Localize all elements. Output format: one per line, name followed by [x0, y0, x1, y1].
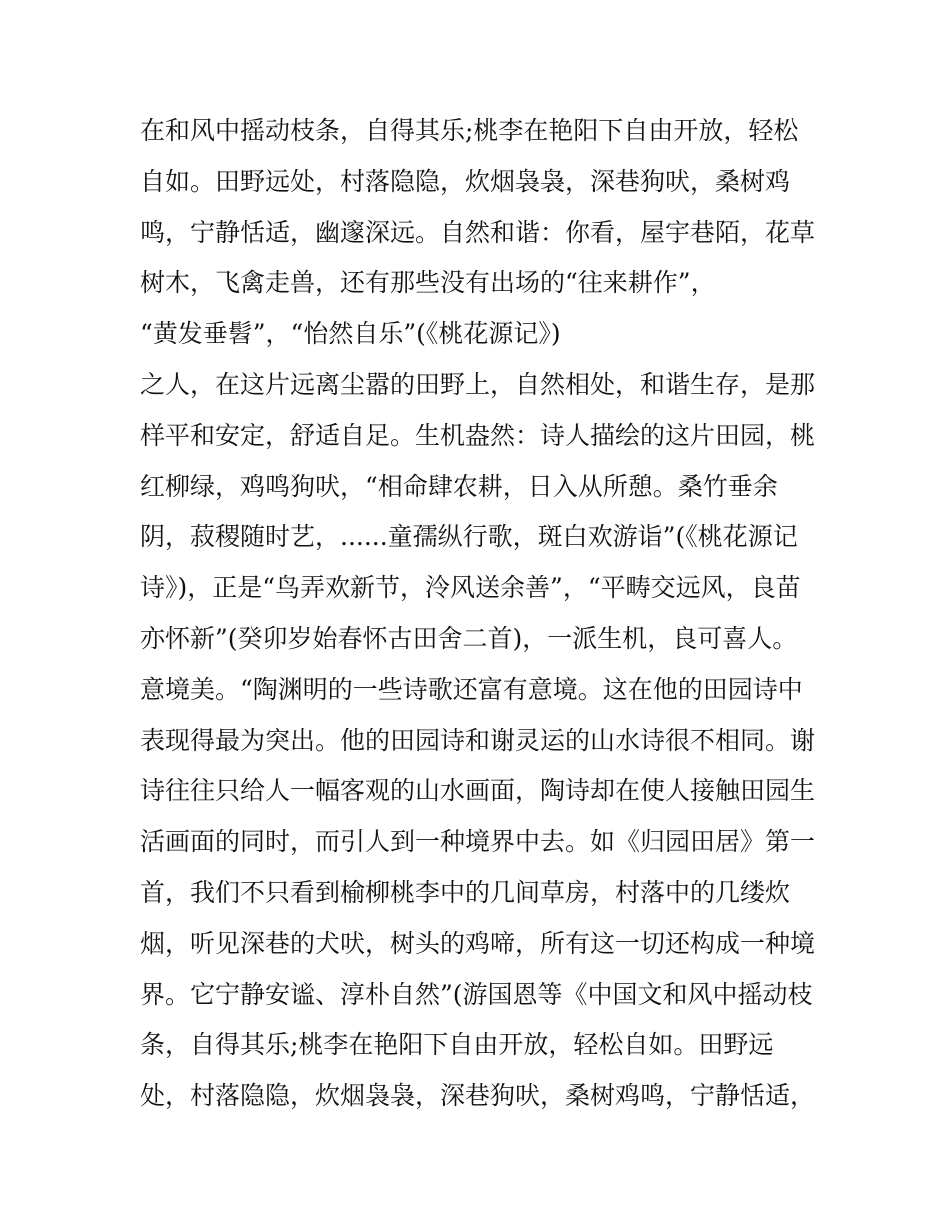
text-line: 亦怀新”(癸卯岁始春怀古田舍二首)，一派生机，良可喜人。: [140, 623, 798, 653]
text-line: 树木，飞禽走兽，还有那些没有出场的“往来耕作”，: [140, 268, 716, 298]
text-line: 样平和安定，舒适自足。生机盎然：诗人描绘的这片田园，桃: [140, 420, 816, 450]
text-line: 自如。田野远处，村落隐隐，炊烟袅袅，深巷狗吠，桑树鸡: [140, 166, 791, 196]
text-line: 在和风中摇动枝条，自得其乐;桃李在艳阳下自由开放，轻松: [140, 116, 799, 145]
text-line: “黄发垂髫”，“怡然自乐”(《桃花源记》): [140, 319, 561, 349]
text-line: 诗》)，正是“鸟弄欢新节，泠风送余善”，“平畴交远风，良苗: [140, 573, 801, 603]
text-line: 处，村落隐隐，炊烟袅袅，深巷狗吠，桑树鸡鸣，宁静恬适，: [140, 1081, 816, 1111]
text-line: 表现得最为突出。他的田园诗和谢灵运的山水诗很不相同。谢: [140, 725, 816, 755]
text-line: 活画面的同时，而引人到一种境界中去。如《归园田居》第一: [140, 827, 816, 857]
text-line: 界。它宁静安谧、淳朴自然”(游国恩等《中国文和风中摇动枝: [140, 979, 813, 1009]
text-line: 鸣，宁静恬适，幽邃深远。自然和谐：你看，屋宇巷陌，花草: [140, 217, 816, 247]
text-line: 之人，在这片远离尘嚣的田野上，自然相处，和谐生存，是那: [140, 369, 816, 399]
text-line: 条，自得其乐;桃李在艳阳下自由开放，轻松自如。田野远: [140, 1030, 774, 1060]
text-line: 诗往往只给人一幅客观的山水画面，陶诗却在使人接触田园生: [140, 776, 816, 806]
text-line: 意境美。“陶渊明的一些诗歌还富有意境。这在他的田园诗中: [140, 674, 803, 704]
text-line: 烟，听见深巷的犬吠，树头的鸡啼，所有这一切还构成一种境: [140, 928, 816, 958]
text-line: 首，我们不只看到榆柳桃李中的几间草房，村落中的几缕炊: [140, 877, 791, 907]
text-line: 红柳绿，鸡鸣狗吠，“相命肆农耕，日入从所憩。桑竹垂余: [140, 471, 778, 501]
body-text: [140, 106, 830, 1122]
text-line: 阴，菽稷随时艺，......童孺纵行歌，斑白欢游诣”(《桃花源记: [140, 522, 798, 552]
